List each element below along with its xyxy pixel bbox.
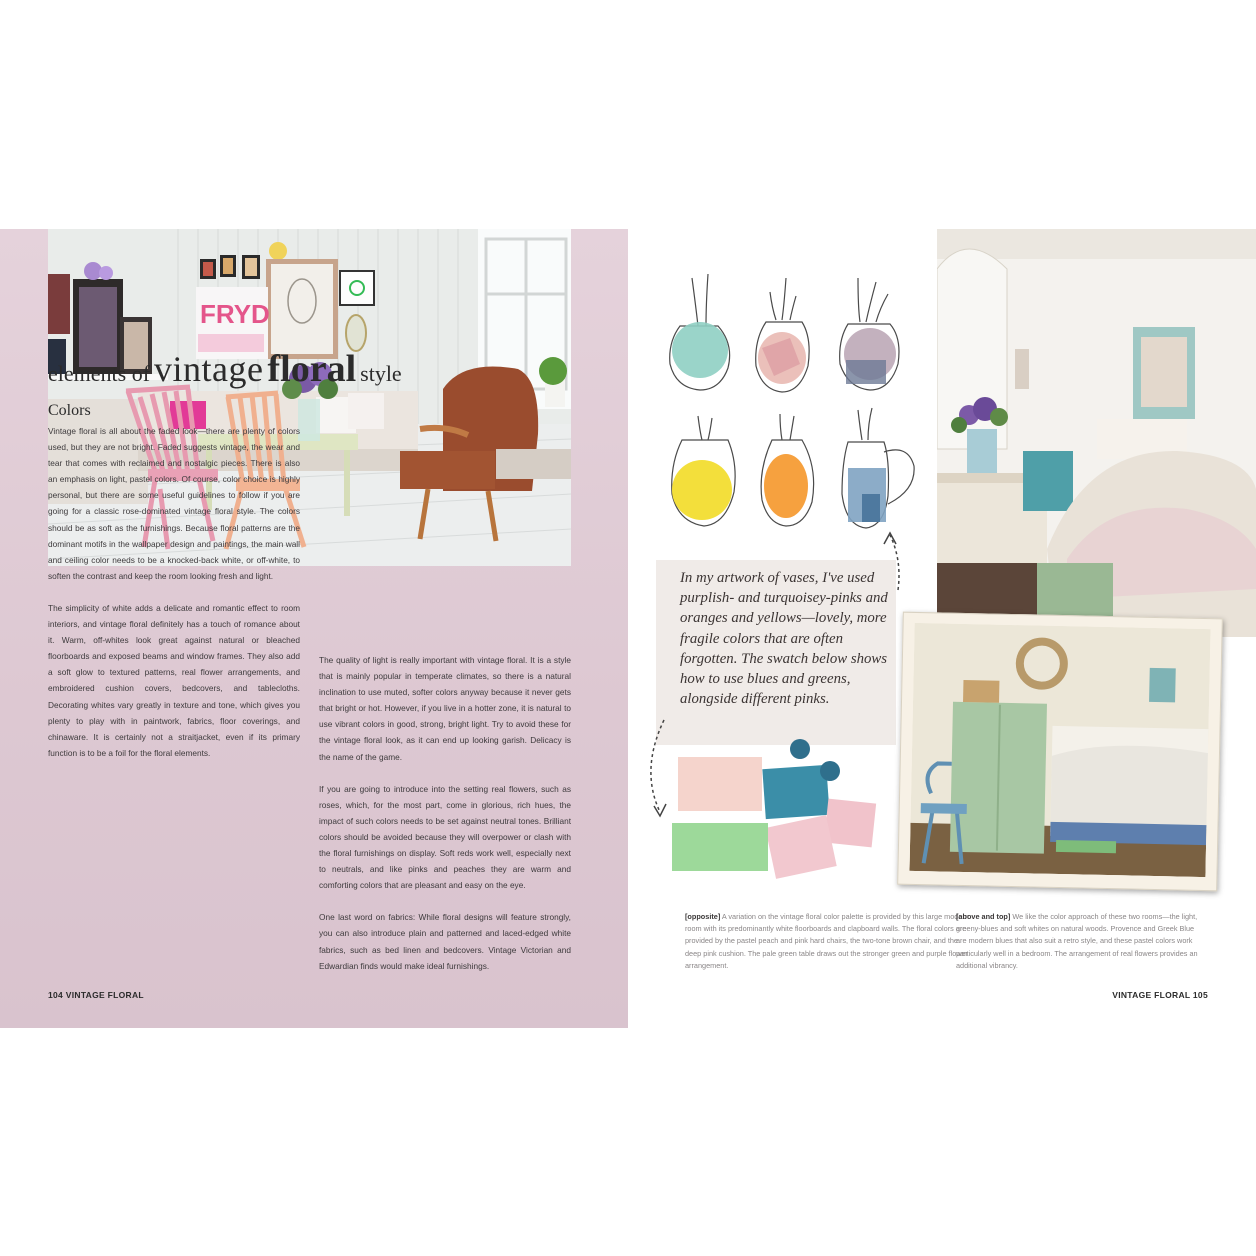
paragraph: The simplicity of white adds a delicate and romantic effect to room interiors, and vintage floral definitely has a touch of romance about it. Warm, off-whites look great against natural or bleached floorboards and exposed beams and window frames. They also add a soft glow to textured patterns, real flower arrangements, and embroidered cushion covers, bedcovers, and tablecloths. Decorating whites vary greatly in texture and tone, which gives you plenty to play with in paintwork, fabrics, floor coverings, and chinaware. It is certainly not a straitjacket, even if its primary function is to be a foil for the floral elements. [48, 602, 300, 758]
caption-above-and-top [956, 911, 1206, 972]
body-column-left [48, 423, 300, 777]
bedroom-photo-polaroid [897, 612, 1223, 892]
bedroom-bottom-illustration [909, 623, 1210, 877]
caption-opposite [685, 911, 970, 972]
headline-part-elements-of: elements of [48, 361, 151, 386]
vases-artwork [662, 268, 924, 538]
body-column-right [319, 652, 571, 990]
caption-opposite-text: A variation on the vintage floral color palette is provided by this large modern room with its predominantly white floorboards and clapboard walls. The floral colors are provided by the pastel peach and pink hard chairs, the two-tone brown chair, and the deep pink cushion. The pale green table draws out the stronger green and purple flower arrangement. [685, 912, 969, 970]
fryd-sign: FRYD [200, 299, 270, 329]
caption-above-text: We like the color approach of these two rooms—the light, greeny-blues and soft whites on natural woods. Provence and Greek Blue are modern blues that also suit a retro style, and these pastel colors work particularly well in a bedroom. The arrangement of real flowers provides an additional vibrancy. [956, 912, 1198, 970]
caption-opposite-label: [opposite] [685, 912, 721, 921]
bedroom-photo-top [937, 229, 1256, 637]
bedroom-photo-bottom [909, 623, 1210, 877]
headline-part-style: style [360, 361, 402, 386]
folio-left: 104 VINTAGE FLORAL [48, 990, 144, 1000]
color-swatches [664, 735, 884, 885]
folio-right: VINTAGE FLORAL 105 [1112, 990, 1208, 1000]
paragraph: Vintage floral is all about the faded look—there are plenty of colors used, but they are not bright. Faded suggests vintage, the wear and tear that comes with reclaimed and nostalgic pieces. There is also an emphasis on light, pastel colors. Of course, color choice is highly personal, but there are some useful guidelines to follow if you are going for a classic rose-dominated vintage floral style. The colors should be as soft as the furnishings. Because floral patterns are the dominant motifs in the wallpaper design and paintings, the main wall and ceiling color needs to be a knocked-back white, or off-white, to soften the contrast and keep the room looking fresh and light. [48, 426, 300, 581]
paragraph: If you are going to introduce into the setting real flowers, such as roses, which, for the most part, come in glorious, rich hues, the impact of such colors needs to be set against neutral tones. Brilliant colors should be avoided because they will overpower or clash with the floral furnishings on display. Soft reds work well, especially next to neutrals, and like pinks and peaches they are warm and comforting colors that are pleasant and easy on the eye. [319, 783, 571, 891]
bedroom-top-illustration [937, 229, 1256, 637]
page-headline [48, 347, 608, 391]
artwork-note-text: In my artwork of vases, I've used purplish- and turquoisey-pinks and oranges and yellows—lovely, more fragile colors that are often forgotten. The swatch below shows how to use blues and greens, alongside different pinks. [680, 570, 888, 708]
headline-part-floral: floral [267, 348, 357, 390]
section-subhead: Colors [48, 402, 91, 419]
paragraph: The quality of light is really important with vintage floral. It is a style that is mainly popular in temperate climates, so there is a natural inclination to use muted, softer colors anyway because it never gets that bright or hot. However, if you live in a hotter zone, it is natural to use vibrant colors in good, strong, bright light. Try to avoid these for the vintage floral look, as it can end up looking garish. Delicacy is the name of the game. [319, 655, 571, 762]
paragraph: One last word on fabrics: While floral designs will feature strongly, you can also introduce plain and patterned and laced-edged white fabrics, such as bed linen and bedcovers. Vintage Victorian and Edwardian finds would make ideal furnishings. [319, 912, 571, 971]
caption-above-label: [above and top] [956, 912, 1011, 921]
headline-part-vintage: vintage [154, 349, 264, 389]
